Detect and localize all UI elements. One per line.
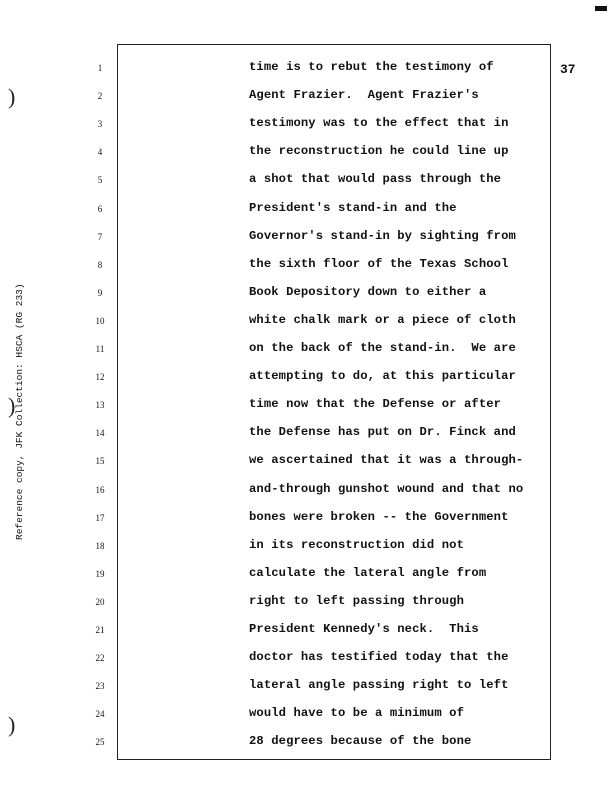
- line-number: 11: [95, 344, 105, 354]
- line-number: 21: [95, 625, 105, 635]
- transcript-line: the sixth floor of the Texas School: [249, 256, 509, 271]
- transcript-line: doctor has testified today that the: [249, 650, 509, 665]
- transcript-line: calculate the lateral angle from: [249, 565, 487, 580]
- transcript-line: attempting to do, at this particular: [249, 369, 516, 384]
- line-number: 15: [95, 456, 105, 467]
- transcript-line: testimony was to the effect that in: [249, 116, 509, 131]
- line-number: 22: [95, 653, 105, 664]
- transcript-line: the reconstruction he could line up: [249, 144, 509, 159]
- line-number: 25: [95, 737, 105, 748]
- binding-hole-mark: ): [8, 712, 16, 737]
- transcript-line: a shot that would pass through the: [249, 172, 502, 187]
- line-number: 10: [95, 315, 105, 326]
- transcript-line: Book Depository down to either a: [249, 284, 487, 299]
- line-number: 8: [97, 259, 103, 270]
- transcript-line: right to left passing through: [249, 593, 464, 608]
- transcript-line: 28 degrees because of the bone: [249, 734, 472, 749]
- line-number: 5: [97, 175, 103, 186]
- transcript-line: the Defense has put on Dr. Finck and: [249, 425, 516, 440]
- transcript-line: bones were broken -- the Government: [249, 509, 509, 524]
- transcript-line: President's stand-in and the: [249, 200, 457, 215]
- transcript-line: we ascertained that it was a through-: [249, 453, 524, 468]
- transcript-line: in its reconstruction did not: [249, 537, 464, 552]
- transcript-line: white chalk mark or a piece of cloth: [249, 312, 516, 327]
- binding-hole-mark: ): [8, 84, 16, 109]
- line-number: 19: [95, 568, 105, 579]
- line-number: 17: [95, 512, 105, 523]
- line-number: 14: [95, 428, 105, 439]
- line-number: 6: [97, 203, 103, 214]
- line-number: 4: [97, 147, 103, 158]
- transcript-line: Agent Frazier. Agent Frazier's: [249, 88, 479, 103]
- transcript-line: on the back of the stand-in. We are: [249, 341, 516, 355]
- line-number: 2: [97, 91, 103, 102]
- transcript-line: Governor's stand-in by sighting from: [249, 228, 516, 243]
- transcript-line: lateral angle passing right to left: [249, 678, 509, 693]
- line-number: 9: [97, 287, 103, 298]
- line-number: 12: [95, 372, 105, 383]
- line-number: 1: [97, 63, 103, 73]
- line-number: 16: [95, 484, 105, 495]
- line-number: 20: [95, 596, 105, 607]
- line-number: 13: [95, 400, 105, 411]
- page-number: 37: [560, 62, 576, 77]
- line-number: 23: [95, 681, 105, 692]
- line-number: 3: [97, 119, 103, 130]
- corner-mark: [595, 6, 607, 11]
- transcript-line: President Kennedy's neck. This: [249, 622, 479, 636]
- transcript-line: time now that the Defense or after: [249, 397, 502, 412]
- line-number: 7: [97, 231, 103, 242]
- transcript-line: and-through gunshot wound and that no: [249, 481, 524, 496]
- line-number: 24: [95, 709, 105, 720]
- transcript-line: time is to rebut the testimony of: [249, 60, 494, 74]
- transcript-line: would have to be a minimum of: [249, 706, 464, 721]
- line-number: 18: [95, 540, 105, 551]
- reference-stamp: Reference copy, JFK Collection: HSCA (RG 233): [14, 283, 25, 540]
- binding-hole-mark: ): [8, 393, 16, 418]
